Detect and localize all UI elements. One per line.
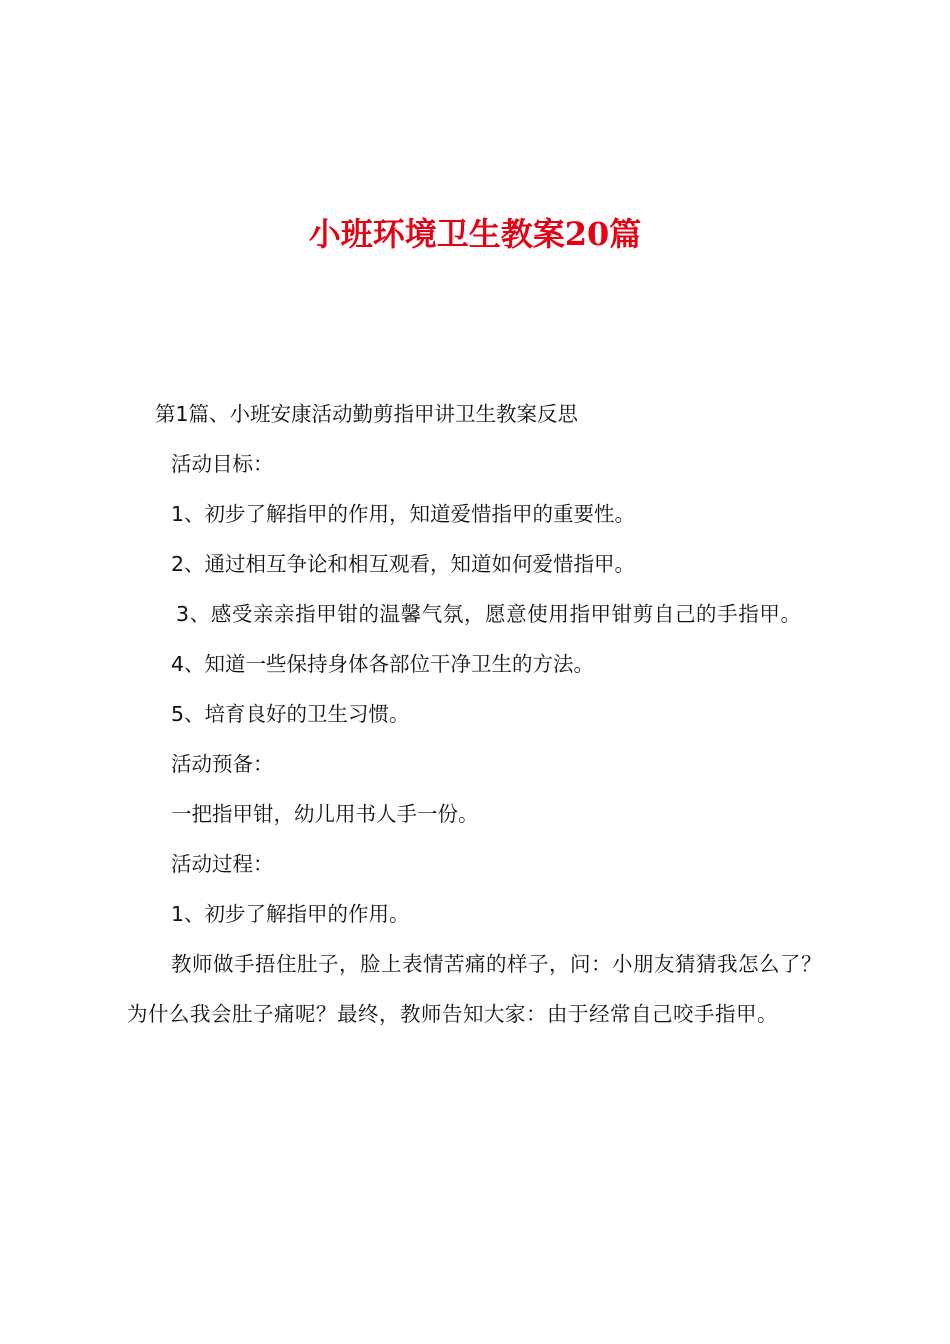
goal-item-4: 4、知道一些保持身体各部位干净卫生的方法。 — [171, 652, 595, 676]
goal-item-1: 1、初步了解指甲的作用，知道爱惜指甲的重要性。 — [171, 502, 636, 526]
goal-item-2: 2、通过相互争论和相互观看，知道如何爱惜指甲。 — [171, 552, 636, 576]
goal-item-3: 3、感受亲亲指甲钳的温馨气氛，愿意使用指甲钳剪自己的手指甲。 — [176, 602, 802, 626]
goal-item-5: 5、培育良好的卫生习惯。 — [171, 702, 410, 726]
document-body — [127, 389, 835, 1039]
process-paragraph: 教师做手捂住肚子，脸上表情苦痛的样子，问：小朋友猜猜我怎么了？为什么我会肚子痛呢？最终，教师告知大家：由于经常自己咬手指甲。 — [127, 952, 822, 1026]
document-title: 小班环境卫生教案20篇 — [308, 215, 642, 253]
prep-label: 活动预备： — [171, 752, 274, 776]
process-label: 活动过程： — [171, 852, 274, 876]
prep-text: 一把指甲钳，幼儿用书人手一份。 — [171, 802, 479, 826]
section-heading: 第1篇、小班安康活动勤剪指甲讲卫生教案反思 — [155, 402, 579, 426]
process-step-1: 1、初步了解指甲的作用。 — [171, 902, 410, 926]
goals-label: 活动目标： — [171, 452, 274, 476]
